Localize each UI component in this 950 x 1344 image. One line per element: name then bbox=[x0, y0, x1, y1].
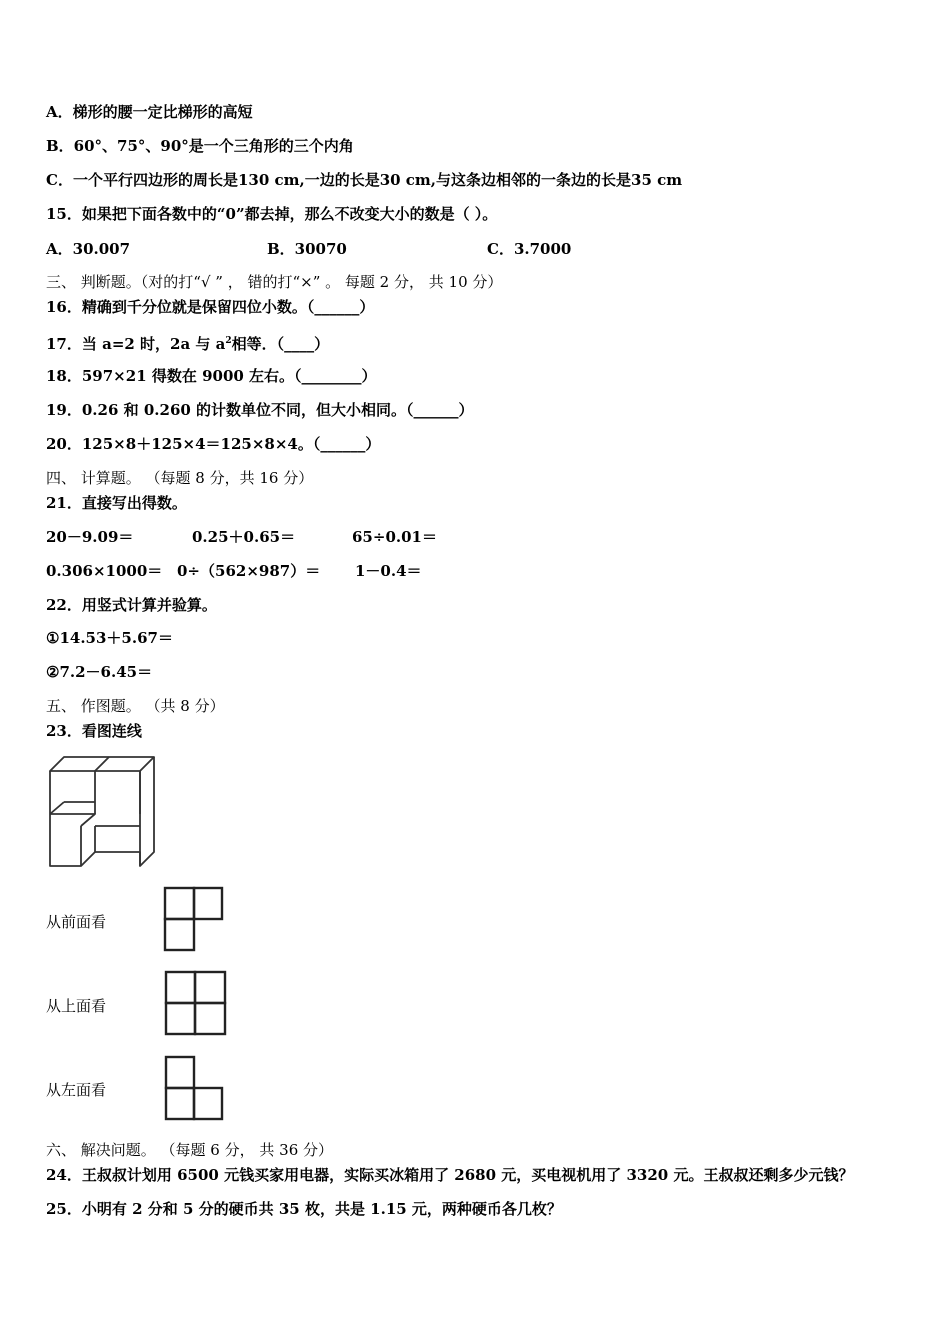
q15-option-b: B．30070 bbox=[267, 240, 347, 258]
label-front-view: 从前面看 bbox=[46, 913, 107, 931]
section5-heading: 五、 作图题。 （共 8 分） bbox=[46, 697, 225, 715]
calc-r2-c3: 1－0.4＝ bbox=[355, 562, 422, 580]
front-view-grid bbox=[163, 886, 225, 952]
q18: 18．597×21 得数在 9000 左右。（________） bbox=[46, 367, 377, 385]
section3-heading: 三、 判断题。（对的打“√ ” ， 错的打“×” 。 每题 2 分， 共 10 分） bbox=[46, 273, 503, 291]
q17-post: 相等．（____） bbox=[231, 335, 330, 353]
top-view-grid bbox=[164, 970, 228, 1036]
q19: 19．0.26 和 0.260 的计数单位不同，但大小相同。（______） bbox=[46, 401, 474, 419]
calc-r1-c2: 0.25＋0.65＝ bbox=[192, 528, 296, 546]
label-left-view: 从左面看 bbox=[46, 1081, 107, 1099]
q25: 25．小明有 2 分和 5 分的硬币共 35 枚，共是 1.15 元，两种硬币各几枚？ bbox=[46, 1200, 562, 1218]
q23: 23．看图连线 bbox=[46, 722, 142, 740]
calc-r2-c1: 0.306×1000＝ bbox=[46, 562, 163, 580]
q17-sup: 2 bbox=[225, 336, 232, 346]
q14-option-a: A．梯形的腰一定比梯形的高短 bbox=[46, 103, 253, 121]
q22: 22．用竖式计算并验算。 bbox=[46, 596, 217, 614]
q15-stem: 15．如果把下面各数中的“0”都去掉，那么不改变大小的数是（ ）。 bbox=[46, 205, 498, 223]
q17-pre: 17．当 a=2 时，2a 与 a bbox=[46, 335, 226, 353]
q20: 20．125×8＋125×4＝125×8×4。（______） bbox=[46, 435, 381, 453]
q16: 16．精确到千分位就是保留四位小数。（______） bbox=[46, 298, 375, 316]
q15-option-a: A．30.007 bbox=[46, 240, 131, 258]
q14-option-c: C．一个平行四边形的周长是130 cm,一边的长是30 cm,与这条边相邻的一条边的长是35 cm bbox=[46, 171, 683, 189]
q21: 21．直接写出得数。 bbox=[46, 494, 187, 512]
section6-heading: 六、 解决问题。 （每题 6 分， 共 36 分） bbox=[46, 1141, 334, 1159]
calc-r1-c3: 65÷0.01＝ bbox=[352, 528, 437, 546]
label-top-view: 从上面看 bbox=[46, 997, 107, 1015]
cube-solid-figure bbox=[44, 754, 158, 870]
q14-option-b: B．60°、75°、90°是一个三角形的三个内角 bbox=[46, 137, 354, 155]
q24: 24．王叔叔计划用 6500 元钱买家用电器，实际买冰箱用了 2680 元，买电视机用了 3320 元。王叔叔还剩多少元钱？ bbox=[46, 1166, 854, 1184]
calc-r1-c1: 20－9.09＝ bbox=[46, 528, 134, 546]
q15-option-c: C．3.7000 bbox=[487, 240, 572, 258]
q22-item-1: ①14.53＋5.67＝ bbox=[46, 629, 173, 647]
q22-item-2: ②7.2－6.45＝ bbox=[46, 663, 153, 681]
section4-heading: 四、 计算题。 （每题 8 分，共 16 分） bbox=[46, 469, 314, 487]
calc-r2-c2: 0÷（562×987）＝ bbox=[177, 562, 321, 580]
left-view-grid bbox=[164, 1055, 226, 1121]
q17 bbox=[46, 332, 329, 353]
